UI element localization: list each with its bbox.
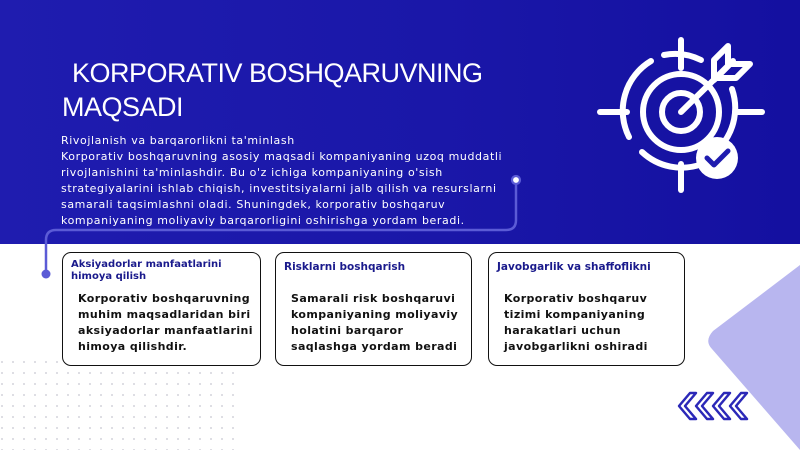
card-body-line: Korporativ boshqaruv: [504, 292, 648, 305]
card-body-line: holatini barqaror: [291, 324, 404, 337]
card-shareholder-protection: [62, 252, 261, 366]
card-heading: [497, 261, 678, 273]
card-body-line: harakatlari uchun: [504, 324, 621, 337]
connector-end-dot: [42, 270, 51, 279]
card-heading-line: himoya qilish: [71, 271, 147, 282]
intro-line: Rivojlanish va barqarorlikni ta'minlash: [61, 134, 295, 147]
intro-line: kompaniyaning moliyaviy barqarorligini oshirishga yordam beradi.: [61, 214, 465, 227]
title-line: MAQSADI: [62, 92, 184, 122]
card-heading-line: Javobgarlik va shaffoflikni: [497, 261, 651, 273]
target-with-arrow-and-checkmark-icon: [596, 34, 766, 194]
title-line: KORPORATIV BOSHQARUVNING: [72, 58, 483, 88]
card-heading: [71, 259, 254, 283]
card-risk-management: [275, 252, 472, 366]
card-heading-line: Risklarni boshqarish: [284, 261, 406, 273]
page-title: [62, 56, 522, 124]
card-body: [78, 291, 252, 355]
card-body-line: saqlashga yordam beradi: [291, 340, 458, 353]
card-body-line: Korporativ boshqaruvning: [78, 292, 251, 305]
intro-text: [61, 133, 516, 229]
intro-line: rivojlanishini ta'minlashdir. Bu o'z ichiga kompaniyaning o'sish: [61, 166, 443, 179]
card-accountability-transparency: [488, 252, 685, 366]
card-heading: [284, 261, 465, 273]
card-body-line: muhim maqsadlaridan biri: [78, 308, 251, 321]
card-body-line: javobgarlikni oshiradi: [504, 340, 648, 353]
intro-line: Korporativ boshqaruvning asosiy maqsadi kompaniyaning uzoq muddatli: [61, 150, 503, 163]
card-body: [504, 291, 676, 355]
card-body: [291, 291, 463, 355]
chevron-left-icon: [676, 390, 756, 422]
intro-line: strategiyalarini ishlab chiqish, investitsiyalarni jalb qilish va resurslarni: [61, 182, 497, 195]
card-body-line: tizimi kompaniyaning: [504, 308, 646, 321]
intro-line: samarali taqsimlashni oladi. Shuningdek, korporativ boshqaruv: [61, 198, 446, 211]
card-body-line: aksiyadorlar manfaatlarini: [78, 324, 253, 337]
card-body-line: Samarali risk boshqaruvi: [291, 292, 456, 305]
card-body-line: himoya qilishdir.: [78, 340, 188, 353]
card-body-line: kompaniyaning moliyaviy: [291, 308, 459, 321]
card-heading-line: Aksiyadorlar manfaatlarini: [71, 259, 222, 270]
